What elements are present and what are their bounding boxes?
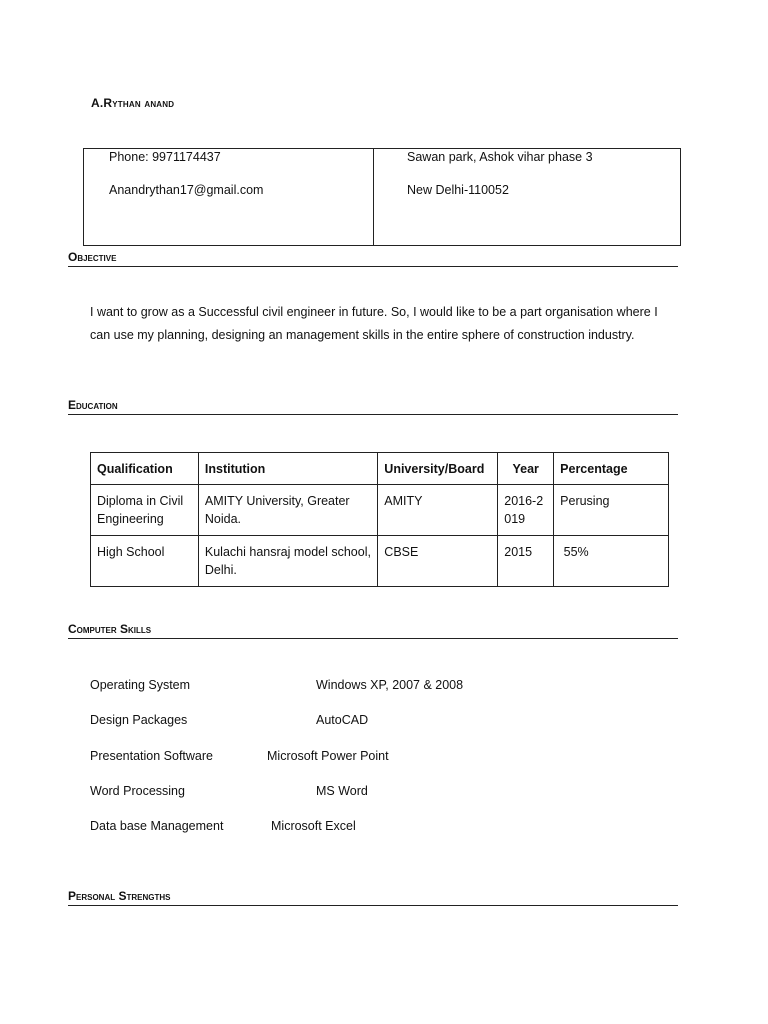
table-cell: AMITY University, Greater Noida. — [198, 485, 377, 536]
education-heading: Education — [68, 398, 678, 415]
skill-label: Data base Management — [90, 819, 224, 833]
table-row — [91, 536, 669, 587]
address-line-1: Sawan park, Ashok vihar phase 3 — [407, 150, 593, 164]
address-line-2: New Delhi-110052 — [407, 183, 509, 197]
candidate-name: A.Rythan anand — [91, 96, 175, 110]
skill-label: Operating System — [90, 678, 191, 692]
skill-value: AutoCAD — [316, 713, 369, 727]
table-cell: AMITY — [378, 485, 498, 536]
table-row — [91, 485, 669, 536]
skill-label: Presentation Software — [90, 749, 213, 763]
table-cell: 2016-2019 — [498, 485, 554, 536]
phone-number: Phone: 9971174437 — [109, 150, 221, 164]
column-header: Institution — [198, 453, 377, 485]
email-address: Anandrythan17@gmail.com — [109, 183, 264, 197]
skill-value: Microsoft Excel — [271, 819, 356, 833]
table-cell: Diploma in Civil Engineering — [91, 485, 199, 536]
table-cell: Kulachi hansraj model school, Delhi. — [198, 536, 377, 587]
education-header-row — [91, 453, 669, 485]
skill-label: Word Processing — [90, 784, 185, 798]
column-header: Year — [498, 453, 554, 485]
computer-skills-heading: Computer Skills — [68, 622, 678, 639]
education-table — [90, 452, 669, 587]
contact-divider — [373, 149, 374, 245]
objective-heading: Objective — [68, 250, 678, 267]
table-cell: 2015 — [498, 536, 554, 587]
table-cell: Perusing — [554, 485, 669, 536]
table-cell: 55% — [554, 536, 669, 587]
skill-value: Windows XP, 2007 & 2008 — [316, 678, 464, 692]
table-cell: High School — [91, 536, 199, 587]
objective-line-1: I want to grow as a Successful civil engineer in future. So, I would like to be a part organisation where I — [90, 305, 658, 319]
column-header: Percentage — [554, 453, 669, 485]
personal-strengths-heading: Personal Strengths — [68, 889, 678, 906]
skill-value: Microsoft Power Point — [267, 749, 389, 763]
column-header: University/Board — [378, 453, 498, 485]
table-cell: CBSE — [378, 536, 498, 587]
objective-line-2: can use my planning, designing an management skills in the entire sphere of construction industry. — [90, 328, 635, 342]
skill-label: Design Packages — [90, 713, 188, 727]
column-header: Qualification — [91, 453, 199, 485]
skill-value: MS Word — [316, 784, 368, 798]
